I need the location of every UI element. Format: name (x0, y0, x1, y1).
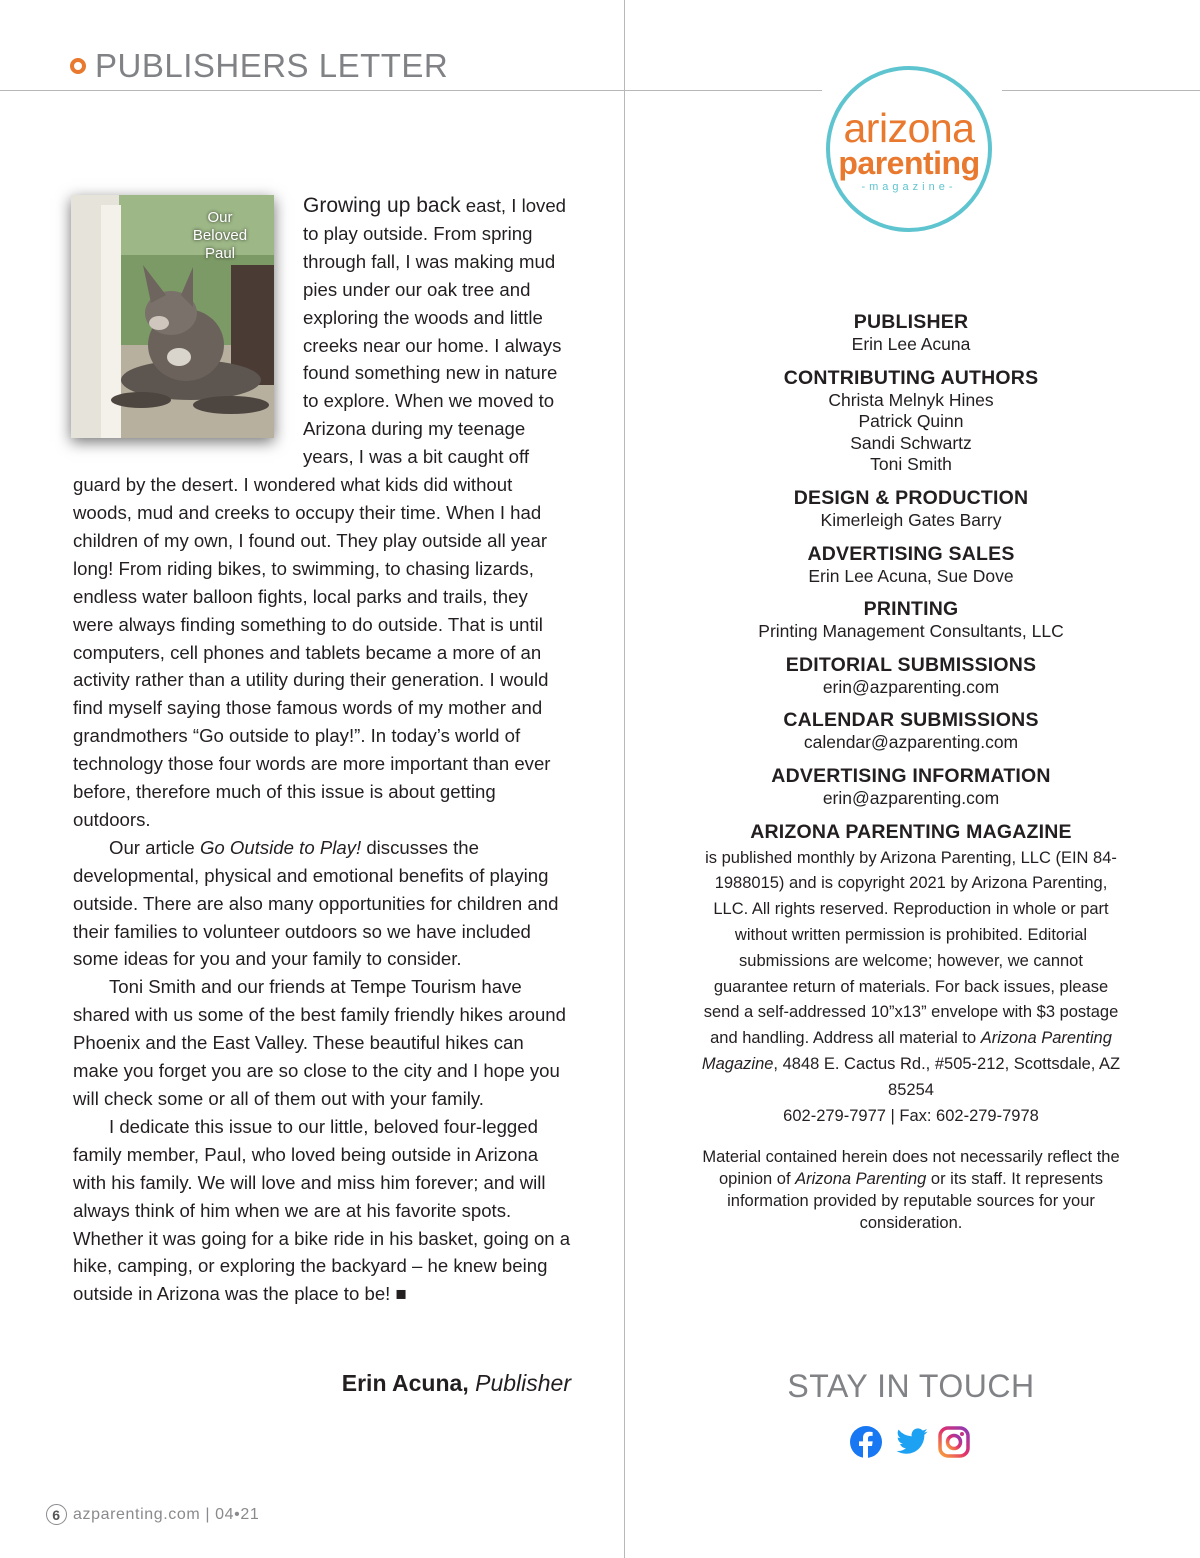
letter-paragraph: Toni Smith and our friends at Tempe Tourism have shared with us some of the best family friendly hikes around Phoenix and the East Valley. These beautiful hikes can make you forget you are so close to the city and I hope you will check some or all of them out with your family. (73, 976, 566, 1109)
masthead-heading: EDITORIAL SUBMISSIONS (785, 653, 1037, 676)
facebook-icon[interactable] (849, 1425, 883, 1459)
disclaimer (700, 1147, 1122, 1234)
letter-paragraph (73, 834, 573, 974)
masthead-design (700, 486, 1122, 532)
phone-fax: 602-279-7977 | Fax: 602-279-7978 (783, 1106, 1039, 1125)
header-rule (1002, 90, 1200, 91)
masthead-value: Erin Lee Acuna (851, 334, 971, 354)
caption-line: Paul (204, 245, 236, 262)
signature-name: Erin Acuna, (341, 1370, 469, 1396)
masthead-heading: DESIGN & PRODUCTION (793, 486, 1029, 509)
paragraph-text: Our article (109, 836, 200, 858)
footer-text: azparenting.com | 04•21 (73, 1505, 260, 1523)
magazine-text: is published monthly by Arizona Parenting, LLC (EIN 84-1988015) and is copyright 2021 by Arizona Parenting, LLC. All rights reserved. Reproduction in whole or part without written permission is prohibited. Editorial submissions are welcome; however, we cannot guarantee return of materials. For back issues, please send a self-addressed 10”x13” envelope with $3 postage and handling. (703, 848, 1119, 1048)
masthead-heading: CALENDAR SUBMISSIONS (783, 709, 1039, 732)
masthead-ad-info (700, 764, 1122, 810)
paragraph-text: east, I loved to play outside. From spring through fall, I was making mud pies under our oak tree and exploring the woods and little creeks near our home. I always found something new in nature to explore. When we moved to Arizona during my teenage years, I was a bit caught off guard by the desert. I wondered what kids did without woods, mud and creeks to occupy their time. When I had children of my own, I found out. They play outside all year long! From riding bikes, to swimming, to chasing lizards, endless water balloon fights, local parks and trails, they were always finding something to do outside. That is until computers, cell phones and tablets became a more of an activity rather than a utility during their generation. I would find myself saying those famous words of my mother and grandmothers “Go outside to play!”. In today’s world of technology those four words are more important than ever before, therefore much of this issue is about getting outdoors. (73, 195, 567, 830)
masthead-value: Printing Management Consultants, LLC (758, 621, 1064, 642)
magazine-name: Arizona Parenting Magazine (701, 1029, 1112, 1073)
masthead-editorial (700, 653, 1122, 699)
masthead-value: Sandi Schwartz (850, 432, 972, 453)
logo-line: arizona (843, 105, 975, 151)
page-number: 6 (46, 1504, 67, 1525)
masthead-heading: ADVERTISING INFORMATION (771, 764, 1051, 787)
ad-info-email: erin@azparenting.com (822, 787, 1000, 808)
signature (73, 1368, 571, 1398)
masthead-publisher (700, 310, 1122, 356)
arizona-parenting-logo (826, 66, 992, 232)
end-mark: ■ (390, 1283, 407, 1305)
masthead (700, 310, 1122, 1244)
magazine-info (700, 846, 1122, 1130)
calendar-email: calendar@azparenting.com (803, 732, 1019, 753)
article-title: Go Outside to Play! (199, 836, 362, 858)
masthead-value: Patrick Quinn (858, 411, 964, 432)
masthead-ad-sales (700, 542, 1122, 588)
masthead-magazine (700, 820, 1122, 1235)
letter-paragraph (73, 1113, 573, 1308)
masthead-heading: PRINTING (863, 598, 959, 621)
masthead-calendar (700, 708, 1122, 754)
twitter-icon[interactable] (893, 1425, 927, 1459)
masthead-heading: CONTRIBUTING AUTHORS (783, 366, 1039, 389)
paragraph-text: discusses the developmental, physical and emotional benefits of playing outside. There are also many opportunities for children and their families to volunteer outdoors so we have included some ideas for you and your family to consider. (73, 836, 559, 970)
social-links (849, 1425, 971, 1459)
header-rule (0, 90, 624, 91)
paragraph-text: I dedicate this issue to our little, beloved four-legged family member, Paul, who loved being outside in Arizona with his family. We will love and miss him forever; and will always think of him when we are at his favorite spots. Whether it was going for a bike ride in his basket, going on a hike, camping, or exploring the backyard – he knew being outside in Arizona was the place to be! (73, 1115, 571, 1305)
editorial-email: erin@azparenting.com (822, 676, 1000, 697)
masthead-printing (700, 597, 1122, 643)
logo-line: parenting (838, 145, 980, 181)
masthead-value: Toni Smith (870, 454, 952, 475)
address-text: Address all material to (812, 1029, 981, 1048)
address-text: , 4848 E. Cactus Rd., #505-212, Scottsdale, AZ 85254 (773, 1054, 1121, 1099)
masthead-heading: ADVERTISING SALES (807, 542, 1015, 565)
caption-line: Our (207, 209, 233, 226)
header-rule (625, 90, 822, 91)
page-footer (46, 1504, 259, 1525)
logo-line: -magazine- (861, 181, 957, 193)
lead-in: Growing up back (303, 194, 461, 217)
masthead-authors (700, 366, 1122, 476)
masthead-value: Kimerleigh Gates Barry (820, 509, 1002, 530)
signature-role: Publisher (475, 1370, 571, 1396)
disclaimer-text: Material contained herein does not necessarily reflect the opinion of (702, 1148, 1120, 1189)
section-header (70, 46, 448, 86)
publishers-letter-body (73, 192, 573, 1308)
caption-line: Beloved (192, 227, 248, 244)
stay-in-touch-title: STAY IN TOUCH (787, 1368, 1035, 1404)
magazine-name: Arizona Parenting (795, 1170, 927, 1189)
masthead-value: Erin Lee Acuna, Sue Dove (808, 565, 1014, 586)
section-title: PUBLISHERS LETTER (95, 47, 449, 84)
masthead-heading: ARIZONA PARENTING MAGAZINE (750, 820, 1072, 843)
masthead-heading: PUBLISHER (853, 311, 969, 333)
disclaimer-text: or its staff. It represents information provided by reputable sources for your consideration. (727, 1170, 1103, 1232)
bullet-icon (70, 58, 86, 74)
masthead-value: Christa Melnyk Hines (828, 389, 994, 410)
instagram-icon[interactable] (937, 1425, 971, 1459)
column-divider (624, 0, 625, 1558)
